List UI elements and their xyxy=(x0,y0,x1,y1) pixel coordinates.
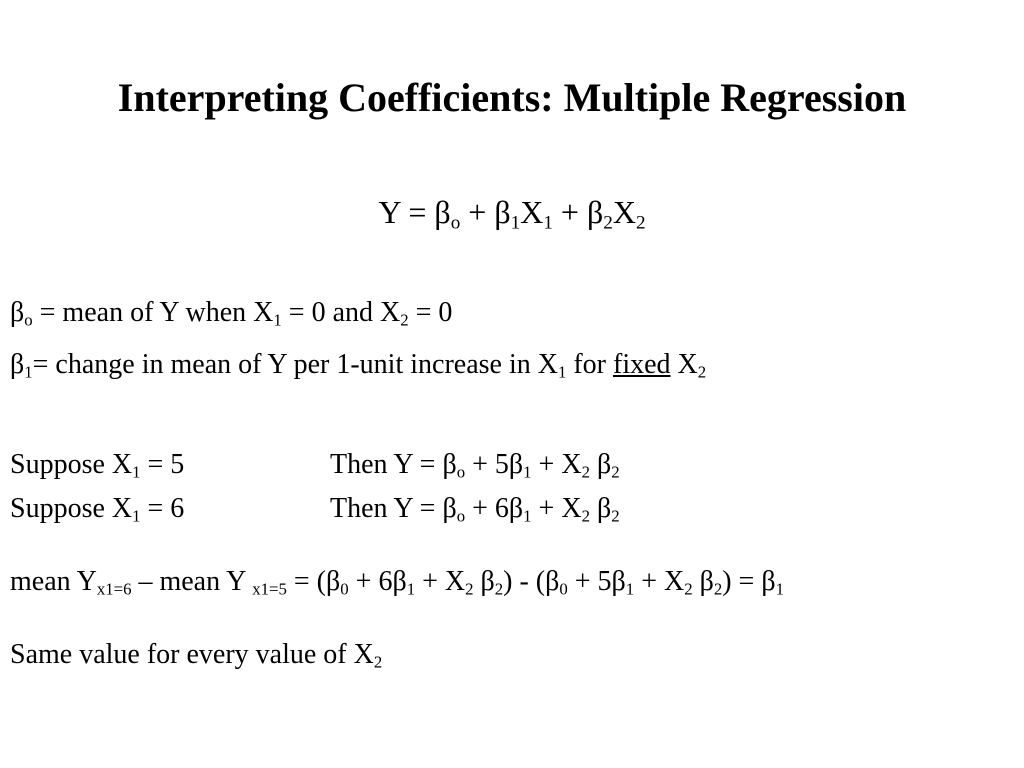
then-expression xyxy=(330,448,620,482)
subscript: 2 xyxy=(465,579,474,599)
eq-beta: β xyxy=(494,194,511,230)
diff-text: = (β xyxy=(286,566,341,597)
suppose-label: Suppose X xyxy=(10,449,133,480)
slide-title: Interpreting Coefficients: Multiple Regression xyxy=(117,75,907,120)
diff-text: + 6β xyxy=(348,566,407,597)
same-value-statement xyxy=(10,638,382,672)
eq-plus: + xyxy=(460,194,495,230)
diff-text: + 5β xyxy=(567,566,626,597)
subscript: 2 xyxy=(581,462,590,482)
beta0-definition xyxy=(10,296,452,330)
eq-plus: + xyxy=(552,194,587,230)
beta-symbol: β xyxy=(10,349,25,380)
subscript: x1=6 xyxy=(96,579,132,599)
subscript: 1 xyxy=(523,462,532,482)
fixed-underlined: fixed xyxy=(613,349,671,380)
eq-sub: o xyxy=(450,212,461,234)
then-text: + X xyxy=(531,493,582,524)
definition-text: = 0 and X xyxy=(281,297,401,328)
subscript: o xyxy=(24,310,33,330)
eq-x: X xyxy=(612,194,636,230)
eq-equals: = xyxy=(400,194,435,230)
diff-text: + X xyxy=(634,566,685,597)
then-text: + 5β xyxy=(465,449,524,480)
definition-text: for xyxy=(566,349,613,380)
eq-x: X xyxy=(520,194,544,230)
diff-text: ) = β xyxy=(722,566,776,597)
subscript: 1 xyxy=(132,506,141,526)
diff-text: ) - (β xyxy=(503,566,560,597)
main-equation xyxy=(0,192,1024,232)
subscript: o xyxy=(456,506,466,526)
definition-text: = change in mean of Y per 1-unit increase in X xyxy=(32,349,558,380)
subscript: 1 xyxy=(132,462,141,482)
then-expression xyxy=(330,492,620,526)
definition-text: = mean of Y when X xyxy=(32,297,274,328)
then-text: Then Y = β xyxy=(330,493,457,524)
then-text: β xyxy=(589,493,612,524)
diff-text: β xyxy=(692,566,714,597)
suppose-value: = 6 xyxy=(140,493,185,524)
subscript: 0 xyxy=(559,579,568,599)
subscript: 2 xyxy=(373,652,383,672)
eq-beta: β xyxy=(434,194,451,230)
suppose-text xyxy=(10,493,184,524)
subscript: 2 xyxy=(494,579,504,599)
subscript: 2 xyxy=(581,506,590,526)
subscript: x1=5 xyxy=(252,579,287,599)
suppose-x1-5-row xyxy=(10,448,1010,482)
then-text: + 6β xyxy=(465,493,524,524)
statement-text: Same value for every value of X xyxy=(10,639,374,670)
subscript: 1 xyxy=(625,579,635,599)
subscript: 2 xyxy=(697,362,707,382)
subscript: 2 xyxy=(400,310,409,330)
suppose-x1-6-row xyxy=(10,492,1010,526)
eq-sub: 1 xyxy=(543,212,553,234)
diff-text: mean Y xyxy=(10,566,97,597)
diff-text: β xyxy=(473,566,495,597)
suppose-label: Suppose X xyxy=(10,493,133,524)
subscript: o xyxy=(456,462,466,482)
suppose-text xyxy=(10,449,184,480)
subscript: 0 xyxy=(340,579,349,599)
eq-sub: 2 xyxy=(603,212,613,234)
subscript: 2 xyxy=(611,462,620,482)
definition-text: = 0 xyxy=(408,297,453,328)
subscript: 1 xyxy=(406,579,416,599)
subscript: 1 xyxy=(557,362,567,382)
eq-sub: 2 xyxy=(635,212,646,234)
diff-text: – mean Y xyxy=(131,566,253,597)
subscript: 2 xyxy=(611,506,620,526)
subscript: 2 xyxy=(713,579,723,599)
then-text: + X xyxy=(531,449,582,480)
subscript: 1 xyxy=(273,310,282,330)
then-text: β xyxy=(589,449,612,480)
eq-y: Y xyxy=(378,194,401,230)
subscript: 2 xyxy=(684,579,693,599)
then-text: Then Y = β xyxy=(330,449,457,480)
beta1-definition xyxy=(10,348,706,382)
subscript: 1 xyxy=(775,579,784,599)
subscript: 1 xyxy=(24,362,33,382)
suppose-value: = 5 xyxy=(140,449,185,480)
eq-beta: β xyxy=(586,194,604,230)
beta-symbol: β xyxy=(10,297,25,328)
mean-difference-equation xyxy=(10,565,784,599)
eq-sub: 1 xyxy=(510,212,521,234)
subscript: 1 xyxy=(523,506,532,526)
diff-text: + X xyxy=(415,566,466,597)
definition-text: X xyxy=(670,349,698,380)
